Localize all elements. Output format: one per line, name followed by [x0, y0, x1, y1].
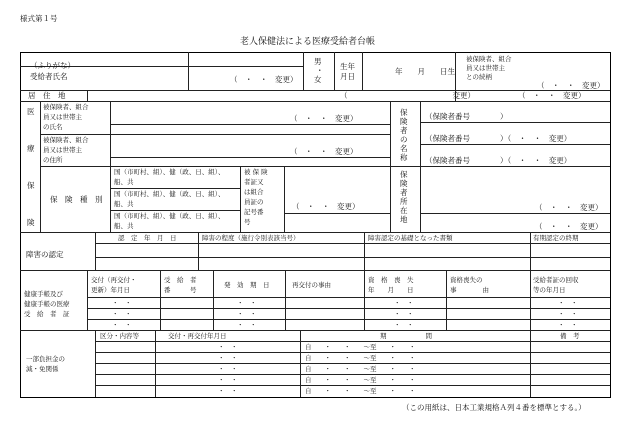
certificate-label-3: 受 給 者 証 — [24, 310, 70, 318]
page-title: 老人保健法による医療受給者台帳 — [240, 37, 376, 47]
insurer-label-6: 称 — [400, 153, 408, 162]
disability-label: 障害の認定 — [26, 250, 64, 259]
sex-female: 女 — [314, 75, 322, 84]
insured-address-label-2: 員又は世帯主 — [43, 146, 82, 154]
cert-header-reissue-reason: 再交付の事由 — [292, 281, 331, 289]
relationship-change: （ ・ ・ 変更） — [537, 81, 605, 90]
insurer-label-2: 険 — [400, 117, 408, 126]
card-change: （ ・ ・ 変更） — [292, 202, 360, 211]
furigana-label: （ふりがな） — [30, 61, 75, 70]
copay-period-row: 自 ・ ・ 〜至 ・ ・ — [305, 387, 416, 395]
location-label-4: 所 — [400, 197, 408, 206]
cert-dots: ・ ・ — [558, 321, 578, 329]
card-label-5: 記号番 — [244, 208, 264, 216]
cert-header-loss-reason-1: 資格喪失の — [450, 276, 483, 284]
location-change-1: （ ・ ・ 変更） — [535, 203, 603, 212]
insurance-type-2a: 国（市町村、組）、健（政、日、組）、 — [114, 190, 225, 198]
insured-name-change: （ ・ ・ 変更） — [290, 114, 358, 123]
sex-male: 男 — [314, 57, 322, 66]
insured-address-label-3: の住所 — [43, 156, 63, 164]
copay-dots: ・ ・ — [218, 354, 238, 362]
insurance-type-3b: 船、共 — [114, 222, 134, 230]
insurance-type-1b: 船、共 — [114, 178, 134, 186]
insurer-label-3: 者 — [400, 126, 408, 135]
insured-name-label-1: 被保険者、組合 — [43, 103, 89, 111]
cert-header-loss-date-2: 年 月 日 — [368, 286, 414, 294]
copay-header-issue: 交付・再交付年月日 — [168, 332, 227, 340]
copay-label-1: 一部負担金の — [26, 355, 65, 363]
footer-note: （この用紙は、日本工業規格Ａ列４番を標準とする。） — [402, 403, 586, 412]
cert-header-collection-2: 等の年月日 — [533, 286, 566, 294]
location-label-3: 者 — [400, 188, 408, 197]
insurance-type-label: 保 険 種 別 — [50, 195, 103, 204]
location-label-5: 在 — [400, 206, 408, 215]
frame-right — [610, 52, 611, 397]
disability-header-2: 障害の程度（施行令別表該当号） — [202, 234, 300, 242]
insured-address-label-1: 被保険者、組合 — [43, 136, 89, 144]
disability-header-3: 障害認定の基礎となった書類 — [368, 234, 453, 242]
residence-label: 居 住 地 — [28, 91, 66, 100]
birth-date: 年 月 日生 — [395, 67, 455, 76]
cert-dots: ・ ・ — [394, 310, 414, 318]
card-label-4: 員証の — [244, 198, 264, 206]
copay-period-row: 自 ・ ・ 〜至 ・ ・ — [305, 365, 416, 373]
insurer-label-4: の — [400, 135, 408, 144]
medical-side-label-2: 療 — [27, 144, 35, 153]
cert-dots: ・ ・ — [237, 299, 257, 307]
residence-change-a: （ 変更） — [340, 91, 475, 100]
cert-header-loss-date-1: 資 格 喪 失 — [368, 276, 414, 284]
cert-header-number-1: 受 給 者 — [164, 276, 197, 284]
insurance-type-3a: 国（市町村、組）、健（政、日、組）、 — [114, 212, 225, 220]
frame-top — [20, 52, 611, 53]
birth-label-2: 月日 — [340, 72, 355, 81]
medical-side-label-1: 医 — [27, 107, 35, 116]
insured-name-label-2: 員又は世帯主 — [43, 113, 82, 121]
cert-header-number-2: 番 号 — [164, 286, 197, 294]
disability-header-4: 有期認定の終期 — [533, 234, 579, 242]
cert-dots: ・ ・ — [237, 310, 257, 318]
card-label-6: 号 — [244, 218, 251, 226]
insurer-number-1: （保険者番号 ） — [425, 112, 508, 121]
sex-dot: ・ — [316, 66, 324, 75]
card-label-3: は組合 — [244, 188, 264, 196]
card-label-1: 被 保 険 — [244, 168, 268, 176]
name-change-note: （ ・ ・ 変更） — [230, 75, 298, 84]
recipient-name-label: 受給者氏名 — [30, 72, 68, 81]
card-label-2: 者証又 — [244, 178, 264, 186]
insurer-label-5: 名 — [400, 144, 408, 153]
copay-header-period: 期 間 — [380, 332, 432, 340]
frame-bottom — [20, 397, 611, 398]
copay-dots: ・ ・ — [218, 343, 238, 351]
insurance-type-2b: 船、共 — [114, 200, 134, 208]
copay-header-category: 区分・内容等 — [100, 332, 139, 340]
cert-header-loss-reason-2: 事 由 — [450, 286, 489, 294]
residence-change-b: （ ・ ・ 変更） — [518, 91, 586, 100]
location-label-6: 地 — [400, 215, 408, 224]
birth-label-1: 生年 — [340, 62, 355, 71]
cert-dots: ・ ・ — [394, 299, 414, 307]
frame-left — [20, 52, 21, 397]
copay-label-2: 減・免関係 — [26, 365, 59, 373]
relationship-label-3: との続柄 — [466, 73, 492, 81]
cert-dots: ・ ・ — [112, 321, 132, 329]
copay-dots: ・ ・ — [218, 365, 238, 373]
cert-dots: ・ ・ — [394, 321, 414, 329]
cert-header-collection-1: 受給者証の回収 — [533, 276, 579, 284]
cert-dots: ・ ・ — [558, 299, 578, 307]
location-label-2: 険 — [400, 179, 408, 188]
form-number: 様式第１号 — [20, 14, 58, 23]
location-label-1: 保 — [400, 170, 408, 179]
medical-side-label-3: 保 — [27, 181, 35, 190]
location-change-2: （ ・ ・ 変更） — [535, 222, 603, 231]
certificate-label-2: 健康手帳の医療 — [24, 300, 70, 308]
cert-dots: ・ ・ — [112, 310, 132, 318]
copay-period-row: 自 ・ ・ 〜至 ・ ・ — [305, 376, 416, 384]
disability-header-1: 認 定 年 月 日 — [118, 234, 177, 242]
insurer-number-3: （保険者番号 ）（ ・ ・ 変更） — [425, 156, 572, 165]
cert-header-effective: 発 効 期 日 — [224, 281, 270, 289]
cert-header-issue-2: 更新）年月日 — [91, 286, 130, 294]
insurer-number-2: （保険者番号 ）（ ・ ・ 変更） — [425, 134, 572, 143]
copay-dots: ・ ・ — [218, 387, 238, 395]
certificate-label-1: 健康手帳及び — [24, 290, 63, 298]
cert-header-issue-1: 交付（再交付・ — [91, 276, 137, 284]
insured-name-label-3: の氏名 — [43, 123, 63, 131]
medical-side-label-4: 険 — [27, 218, 35, 227]
relationship-label-2: 員又は世帯主 — [466, 64, 505, 72]
copay-dots: ・ ・ — [218, 376, 238, 384]
copay-header-remarks: 備 考 — [560, 332, 580, 340]
cert-dots: ・ ・ — [558, 310, 578, 318]
cert-dots: ・ ・ — [237, 321, 257, 329]
copay-period-row: 自 ・ ・ 〜至 ・ ・ — [305, 343, 416, 351]
insurer-label-1: 保 — [400, 108, 408, 117]
cert-dots: ・ ・ — [112, 299, 132, 307]
insurance-type-1a: 国（市町村、組）、健（政、日、組）、 — [114, 168, 225, 176]
relationship-label-1: 被保険者、組合 — [466, 55, 512, 63]
copay-period-row: 自 ・ ・ 〜至 ・ ・ — [305, 354, 416, 362]
insured-address-change: （ ・ ・ 変更） — [290, 147, 358, 156]
